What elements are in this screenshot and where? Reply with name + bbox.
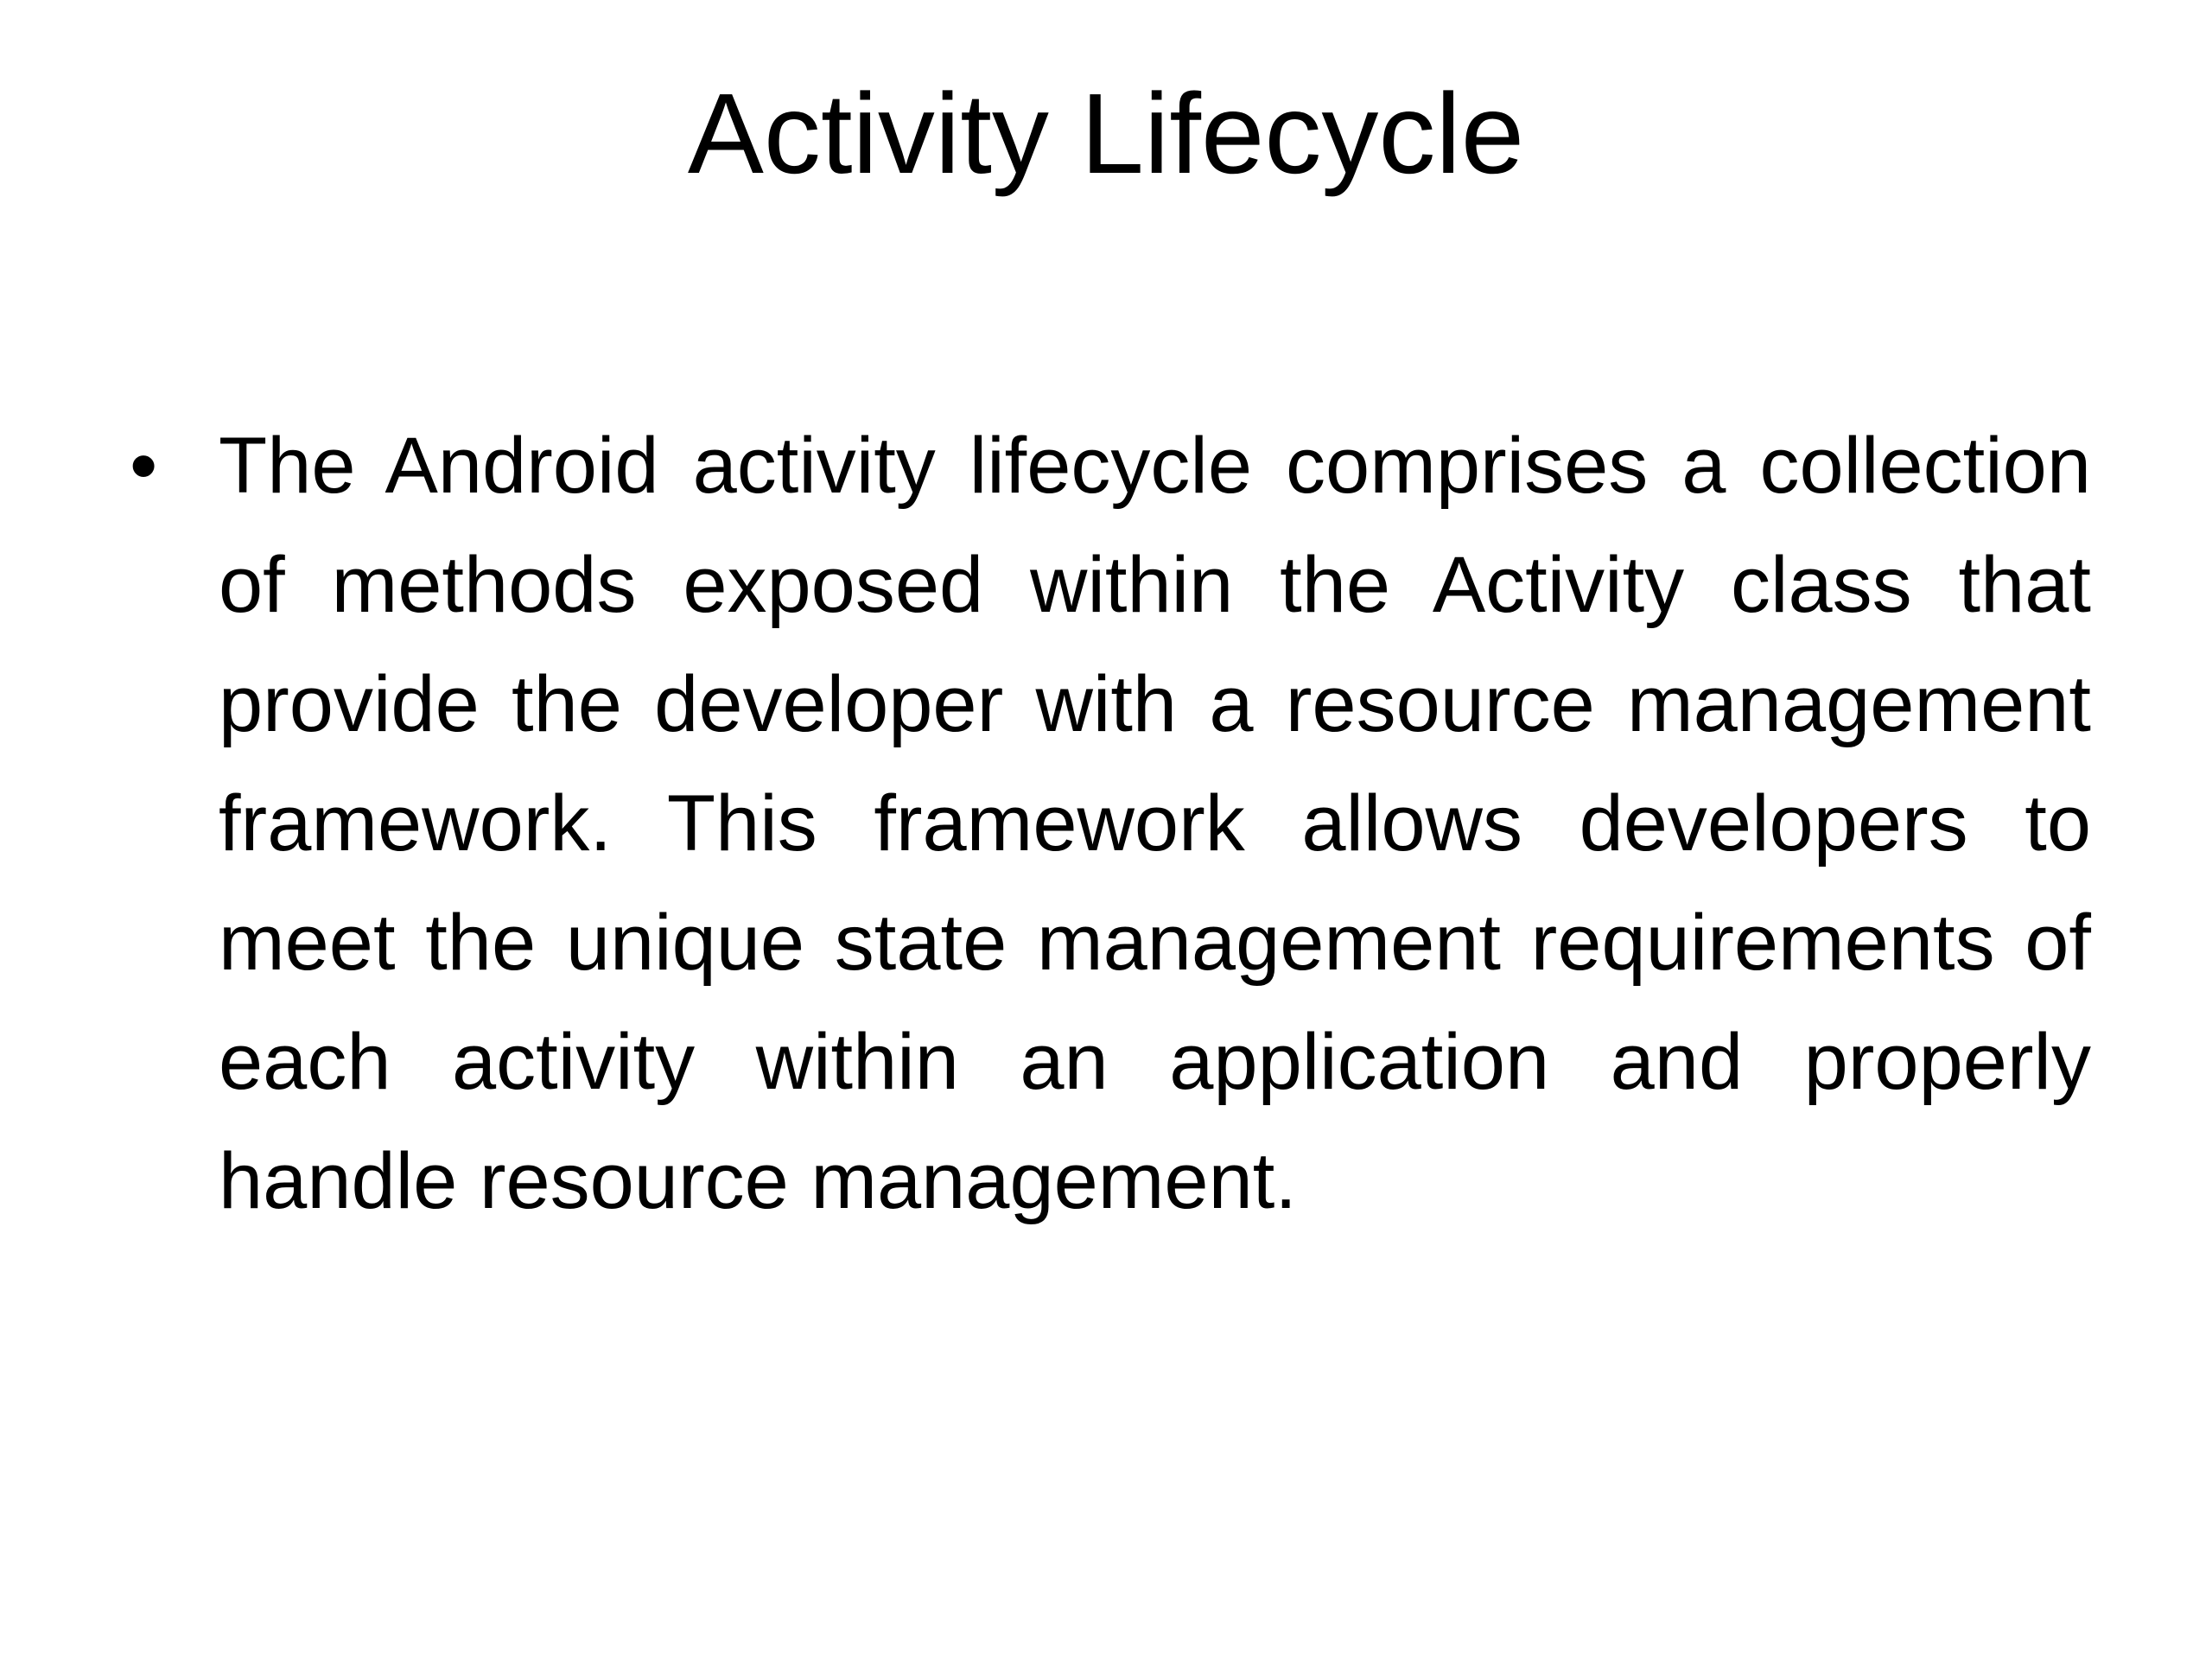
bullet-list [130,406,2091,1241]
bullet-icon: • [130,422,158,510]
bullet-text: The Android activity lifecycle comprises a collection of methods exposed within the Activity class that provide the developer with a resource management framework. This framework allows developers to meet the unique state management requirements of each activity within an application and properly handle resource management. [219,422,2091,1225]
bullet-item [130,406,2091,1241]
slide-title: Activity Lifecycle [687,70,1525,197]
